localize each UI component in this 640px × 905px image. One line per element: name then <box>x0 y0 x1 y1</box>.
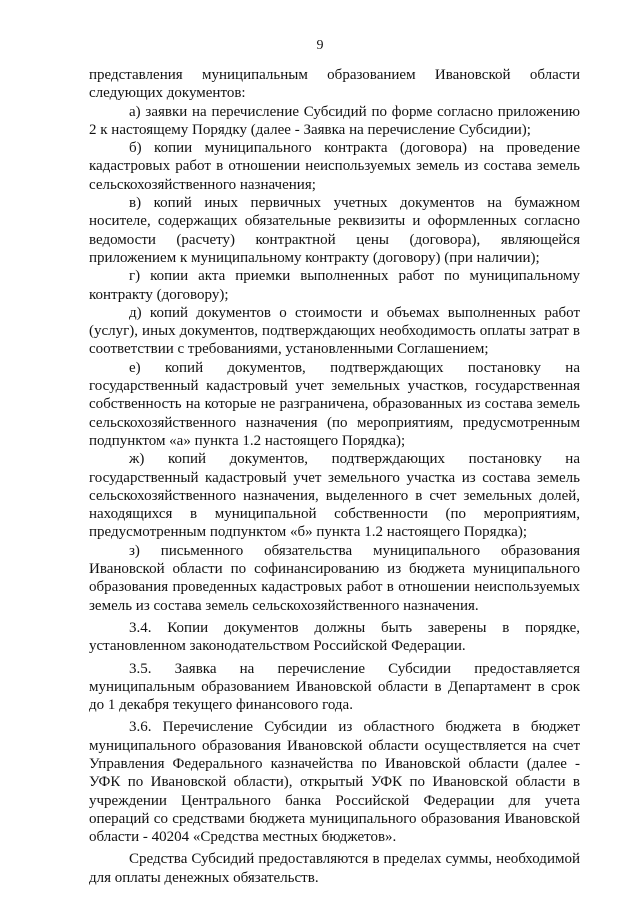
paragraph-intro: представления муниципальным образованием Ивановской области следующих документов: <box>89 67 580 102</box>
paragraph-item-d: д) копий документов о стоимости и объемах выполненных работ (услуг), иных документов, подтверждающих необходимость оплаты затрат в соответствии с требованиями, установленными Соглашением; <box>89 304 580 358</box>
paragraph-3-4: 3.4. Копии документов должны быть заверены в порядке, установленном законодательством Российской Федерации. <box>89 619 580 655</box>
paragraph-3-5: 3.5. Заявка на перечисление Субсидии предоставляется муниципальным образованием Ивановской области в Департамент в срок до 1 декабря текущего финансового года. <box>89 660 580 714</box>
document-body <box>89 66 580 887</box>
paragraph-item-zh: ж) копий документов, подтверждающих постановку на государственный кадастровый учет земельного участка из состава земель сельскохозяйственного назначения, выделенного в счет земельных долей, находящихся в муниципальной собственности (по мероприятиям, предусмотренным подпунктом «б» пункта 1.2 настоящего Порядка); <box>89 451 580 541</box>
paragraph-item-e: е) копий документов, подтверждающих постановку на государственный кадастровый учет земельных участков, государственная собственность на которые не разграничена, образованных из состава земель сельскохозяйственного назначения (по мероприятиям, предусмотренным подпунктом «а» пункта 1.2 настоящего Порядка); <box>89 359 580 449</box>
paragraph-item-a: а) заявки на перечисление Субсидий по форме согласно приложению 2 к настоящему Порядку (далее - Заявка на перечисление Субсидии); <box>89 103 580 138</box>
paragraph-3-6: 3.6. Перечисление Субсидии из областного бюджета в бюджет муниципального образования Ивановской области осуществляется на счет Управления Федерального казначейства по Ивановской области (далее - УФК по Ивановской области), открытый УФК по Ивановской области в учреждении Центрального банка Российской Федерации для учета операций со средствами бюджета муниципального образования Ивановской области - 40204 «Средства местных бюджетов». <box>89 719 580 846</box>
paragraph-funds: Средства Субсидий предоставляются в пределах суммы, необходимой для оплаты денежных обязательств. <box>89 851 580 886</box>
paragraph-item-g: г) копии акта приемки выполненных работ по муниципальному контракту (договору); <box>89 268 580 303</box>
paragraph-item-z: з) письменного обязательства муниципального образования Ивановской области по софинансированию из бюджета муниципального образования проведенных кадастровых работ в отношении неиспользуемых земель из состава земель сельскохозяйственного назначения. <box>89 542 580 614</box>
paragraph-item-v: в) копий иных первичных учетных документов на бумажном носителе, содержащих обязательные реквизиты и оформленных согласно ведомости (расчету) контрактной цены (договора), являющейся приложением к муниципальному контракту (договору) (при наличии); <box>89 195 580 266</box>
paragraph-item-b: б) копии муниципального контракта (договора) на проведение кадастровых работ в отношении неиспользуемых земель из состава земель сельскохозяйственного назначения; <box>89 140 580 193</box>
page-number: 9 <box>316 38 324 53</box>
